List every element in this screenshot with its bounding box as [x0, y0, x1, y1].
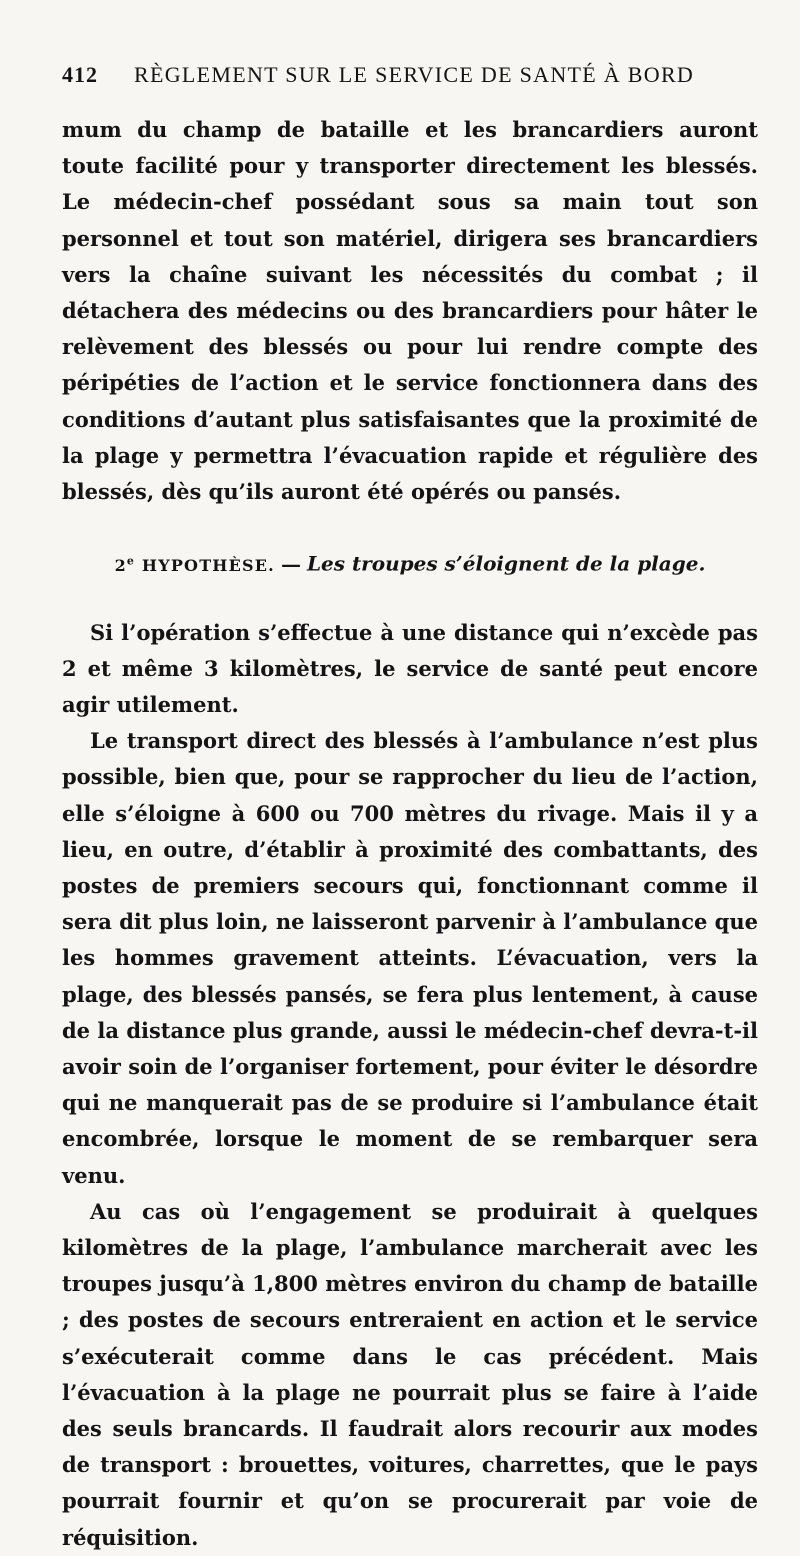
paragraph-engagement: Au cas où l’engagement se produirait à quelques kilomètres de la plage, l’ambulance marcherait avec les troupes jusqu’à 1,800 mètres environ du champ de bataille ; des postes de secours entreraient en action et le service s’exécuterait comme dans le cas précédent. Mais l’évacuation à la plage ne pourrait plus se faire à l’aide des seuls brancards. Il faudrait alors recourir aux modes de transport : brouettes, voitures, charrettes, que le pays pourrait fournir et qu’on se procurerait par voie de réquisition.	[62, 1198, 758, 1550]
section-heading	[62, 546, 758, 580]
paragraph-transport: Le transport direct des blessés à l’ambulance n’est plus possible, bien que, pour se rapprocher du lieu de l’action, elle s’éloigne à 600 ou 700 mètres du rivage. Mais il y a lieu, en outre, d’établir à proximité des combattants, des postes de premiers secours qui, fonctionnant comme il sera dit plus loin, ne laisseront parvenir à l’ambulance que les hommes gravement atteints. L’évacuation, vers la plage, des blessés pansés, se fera plus lentement, à cause de la distance plus grande, aussi le médecin-chef devra-t-il avoir soin de l’organiser fortement, pour éviter le désordre qui ne manquerait pas de se produire si l’ambulance était encombrée, lorsque le moment de se rembarquer sera venu.	[62, 728, 758, 1188]
section-number: 2	[114, 555, 127, 575]
section-dash: —	[280, 551, 301, 576]
page-number: 412	[62, 62, 98, 87]
section-label	[115, 556, 275, 575]
section-title: Les troupes s’éloignent de la plage.	[306, 551, 706, 576]
paragraph-distance: Si l’opération s’effectue à une distance qui n’excède pas 2 et même 3 kilomètres, le service de santé peut encore agir utilement.	[62, 619, 758, 717]
book-page	[62, 62, 758, 1556]
paragraph-continuation: mum du champ de bataille et les brancardiers auront toute facilité pour y transporter directement les blessés. Le médecin-chef possédant sous sa main tout son personnel et tout son matériel, dirigera ses brancardiers vers la chaîne suivant les nécessités du combat ; il détachera des médecins ou des brancardiers pour hâter le relèvement des blessés ou pour lui rendre compte des péripéties de l’action et le service fonctionnera dans des conditions d’autant plus satisfaisantes que la proximité de la plage y permettra l’évacuation rapide et régulière des blessés, dès qu’ils auront été opérés ou pansés.	[62, 117, 758, 505]
running-title: RÈGLEMENT SUR LE SERVICE DE SANTÉ À BORD	[134, 62, 695, 87]
running-header	[62, 62, 758, 92]
section-ordinal-suffix: e	[126, 554, 136, 568]
section-label-word: HYPOTHÈSE.	[141, 555, 275, 575]
